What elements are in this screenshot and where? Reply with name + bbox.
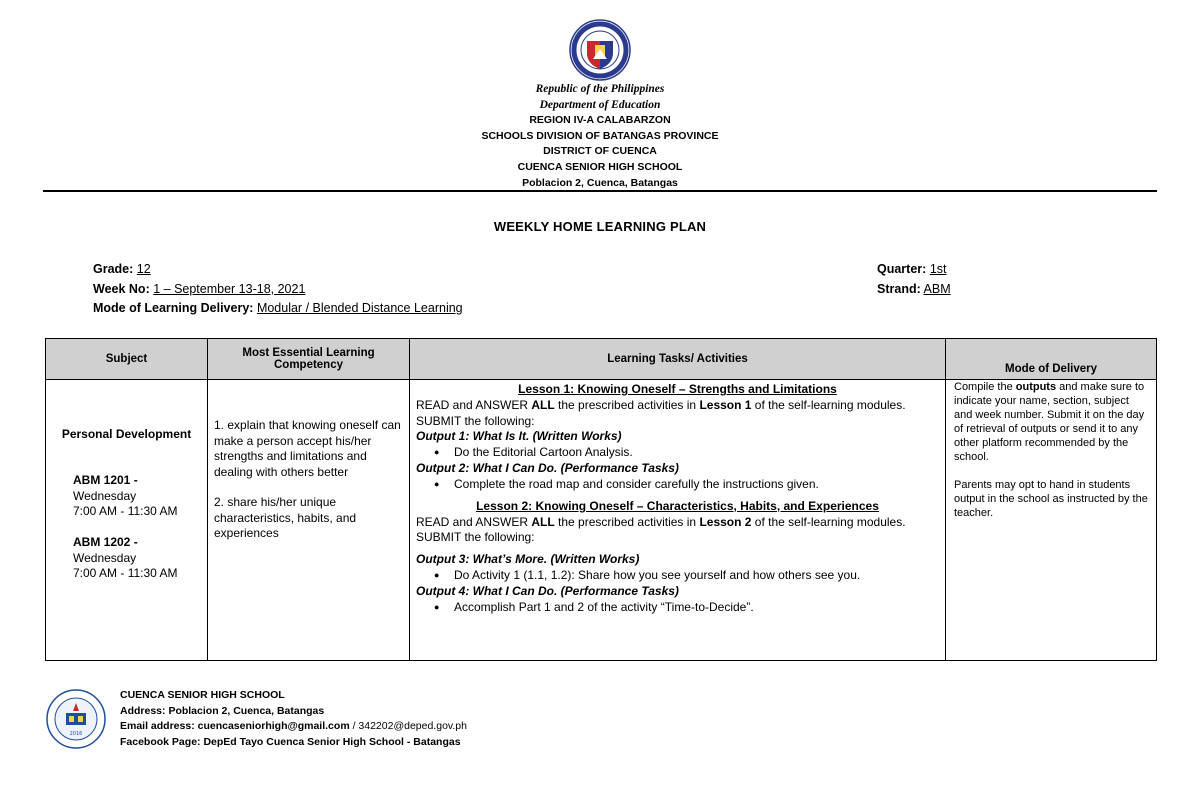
- footer-address: [120, 704, 467, 720]
- grade-row: [93, 260, 463, 280]
- schedule-1: [73, 473, 178, 520]
- mode-text: Compile the: [954, 381, 1016, 393]
- footer-email: [120, 719, 467, 735]
- grade-label: Grade:: [93, 262, 134, 276]
- intro-text: of the self-learning modules. SUBMIT the following:: [416, 514, 906, 545]
- table-row: [46, 380, 1157, 661]
- strand-value: ABM: [923, 281, 951, 296]
- division-line: SCHOOLS DIVISION OF BATANGAS PROVINCE: [481, 129, 719, 142]
- footer-contact: [120, 688, 467, 750]
- footer-email-label: Email address:: [120, 720, 195, 732]
- schedule-day: Wednesday: [73, 488, 137, 503]
- competency-1: 1. explain that knowing oneself can make a person accept his/her strengths and limitations and dealing with others better: [214, 418, 401, 479]
- header-mode: Mode of Delivery: [946, 339, 1157, 380]
- lesson-2-intro: [416, 515, 939, 547]
- lesson-1-title: Lesson 1: Knowing Oneself – Strengths and Limitations: [518, 382, 837, 396]
- school-logo: [46, 689, 106, 749]
- subject-name: Personal Development: [61, 427, 192, 441]
- schedule-section: ABM 1201 -: [73, 473, 138, 487]
- intro-text: READ and ANSWER: [416, 397, 532, 412]
- competency-2: 2. share his/her unique characteristics, habits, and experiences: [214, 495, 357, 540]
- school-logo-year: 2016: [69, 731, 83, 737]
- letterhead: [300, 82, 900, 191]
- intro-text: READ and ANSWER: [416, 514, 532, 529]
- schedule-time: 7:00 AM - 11:30 AM: [73, 504, 178, 518]
- intro-emphasis: Lesson 1: [699, 397, 752, 412]
- district-line: DISTRICT OF CUENCA: [543, 145, 657, 158]
- department-line: Department of Education: [539, 98, 661, 111]
- intro-text: of the self-learning modules. SUBMIT the following:: [416, 397, 906, 428]
- grade-value: 12: [136, 262, 151, 276]
- competency-cell: [208, 380, 410, 661]
- mode-value: Modular / Blended Distance Learning: [256, 301, 463, 315]
- intro-text: the prescribed activities in: [554, 514, 700, 529]
- lesson-2-title: Lesson 2: Knowing Oneself – Characteristics, Habits, and Experiences: [476, 498, 879, 513]
- strand-label: Strand:: [877, 281, 921, 296]
- school-line: CUENCA SENIOR HIGH SCHOOL: [517, 160, 683, 173]
- mode-parents-note: Parents may opt to hand in students output in the school as instructed by the teacher.: [954, 479, 1148, 519]
- mode-row: [93, 299, 463, 319]
- schedule-day: Wednesday: [73, 550, 137, 565]
- header-competency: Most Essential Learning Competency: [208, 339, 410, 380]
- footer-address-label: Address:: [120, 704, 166, 717]
- quarter-row: [877, 260, 951, 280]
- page-title: WEEKLY HOME LEARNING PLAN: [493, 219, 707, 234]
- week-value: 1 – September 13-18, 2021: [153, 281, 306, 296]
- footer-email-value[interactable]: cuencaseniorhigh@gmail.com: [197, 720, 350, 732]
- output-1-item: ● Do the Editorial Cartoon Analysis.: [454, 445, 939, 461]
- output-3-title: Output 3: What’s More. (Written Works): [416, 552, 640, 567]
- header-divider: [43, 190, 1157, 192]
- intro-emphasis: Lesson 2: [699, 514, 752, 529]
- deped-seal-logo: [569, 19, 631, 81]
- footer-school: CUENCA SENIOR HIGH SCHOOL: [120, 689, 285, 701]
- mode-instructions: [954, 380, 1148, 464]
- mode-text: and make sure to indicate your name, section, subject and week number. Submit it on the day of retrieval of outputs or send it to any other platform recommended by the school.: [954, 381, 1145, 463]
- output-3-item: ● Do Activity 1 (1.1, 1.2): Share how you see yourself and how others see you.: [454, 568, 939, 584]
- learning-plan-table: [45, 338, 1157, 661]
- output-1-title: Output 1: What Is It. (Written Works): [416, 429, 622, 444]
- header-tasks: Learning Tasks/ Activities: [410, 339, 946, 380]
- output-2-title: Output 2: What I Can Do. (Performance Tasks): [416, 461, 679, 476]
- output-4-item: ● Accomplish Part 1 and 2 of the activity “Time-to-Decide”.: [454, 600, 939, 616]
- strand-row: [877, 280, 951, 300]
- table-header-row: [46, 339, 1157, 380]
- intro-emphasis: ALL: [531, 397, 555, 412]
- mode-of-delivery-cell: [946, 380, 1157, 661]
- plan-info-right: [877, 260, 951, 299]
- quarter-value: 1st: [929, 262, 947, 276]
- footer-facebook: Facebook Page: DepEd Tayo Cuenca Senior High School - Batangas: [120, 735, 461, 748]
- output-2-item: ● Complete the road map and consider carefully the instructions given.: [454, 477, 939, 493]
- week-row: [93, 280, 463, 300]
- quarter-label: Quarter:: [877, 262, 927, 276]
- mode-emphasis: outputs: [1015, 381, 1057, 393]
- schedule-section: ABM 1202 -: [73, 535, 138, 549]
- schedule-2: [73, 535, 178, 582]
- header-subject: Subject: [46, 339, 208, 380]
- schedule-time: 7:00 AM - 11:30 AM: [73, 566, 178, 580]
- lesson-1-intro: [416, 398, 939, 430]
- footer-email-secondary[interactable]: / 342202@deped.gov.ph: [352, 720, 467, 732]
- intro-emphasis: ALL: [531, 514, 555, 529]
- intro-text: the prescribed activities in: [554, 397, 700, 412]
- footer-address-value: Poblacion 2, Cuenca, Batangas: [168, 704, 325, 717]
- subject-cell: [46, 380, 208, 661]
- plan-info-left: [93, 260, 463, 319]
- republic-line: Republic of the Philippines: [535, 83, 665, 95]
- output-4-title: Output 4: What I Can Do. (Performance Tasks): [416, 583, 679, 598]
- tasks-cell: [410, 380, 946, 661]
- region-line: REGION IV-A CALABARZON: [529, 114, 671, 127]
- address-line: Poblacion 2, Cuenca, Batangas: [522, 176, 678, 189]
- week-label: Week No:: [93, 281, 150, 296]
- mode-label: Mode of Learning Delivery:: [93, 301, 254, 315]
